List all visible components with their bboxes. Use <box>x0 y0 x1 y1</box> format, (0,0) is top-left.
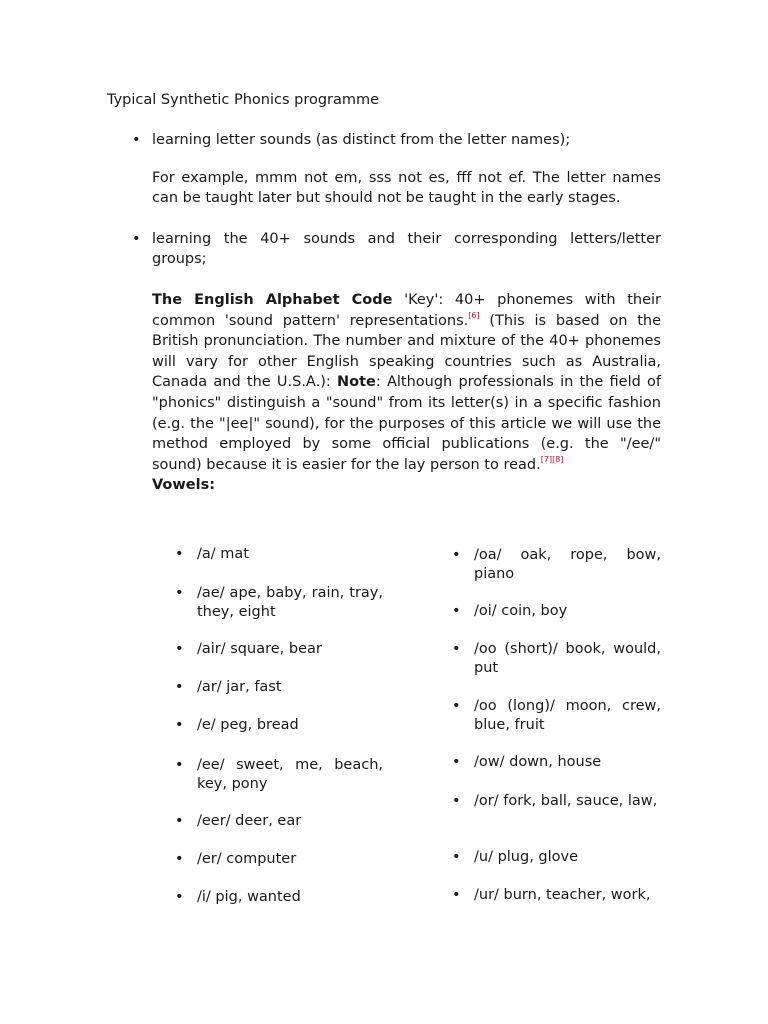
vowels-heading: Vowels: <box>152 477 216 494</box>
bullet-icon: • <box>452 698 461 714</box>
vowel-item <box>175 850 383 869</box>
bullet-icon: • <box>175 679 184 695</box>
list-item <box>132 229 662 496</box>
alphabet-code-heading: The English Alphabet Code <box>152 291 393 308</box>
vowel-item <box>452 697 661 735</box>
bullet-icon: • <box>175 757 184 773</box>
example-paragraph: For example, mmm not em, sss not es, fff not ef. The letter names can be taught later but should not be taught in the early stages. <box>152 169 661 207</box>
bullet-icon: • <box>452 754 461 770</box>
vowel-text: /e/ peg, bread <box>197 717 299 733</box>
vowel-text: /air/ square, bear <box>197 641 322 657</box>
vowel-item <box>175 545 383 564</box>
vowel-item <box>175 584 383 622</box>
vowel-item <box>175 888 383 907</box>
note-label: Note <box>336 374 376 391</box>
vowel-item <box>452 792 661 811</box>
bullet-icon: • <box>175 851 184 867</box>
bullet-icon: • <box>175 717 184 733</box>
bullet-text: learning the 40+ sounds and their corresponding letters/letter groups; <box>152 230 661 268</box>
citation-link[interactable]: [7][8] <box>540 454 564 464</box>
vowel-item <box>452 602 661 621</box>
vowel-item <box>175 716 383 735</box>
vowel-text: /ur/ burn, teacher, work, <box>474 887 651 903</box>
bullet-icon: • <box>452 547 461 563</box>
bullet-icon: • <box>175 641 184 657</box>
vowel-text: /er/ computer <box>197 851 297 867</box>
vowel-text: /or/ fork, ball, sauce, law, <box>474 793 658 809</box>
bullet-icon: • <box>175 546 184 562</box>
vowel-item <box>452 546 661 584</box>
vowel-item <box>175 756 383 794</box>
bullet-icon: • <box>132 132 141 148</box>
vowel-text: /ar/ jar, fast <box>197 679 282 695</box>
paragraph-text: 'Key': 40+ phonemes with their common 'sound pattern' representations. <box>152 291 661 329</box>
note-text: : Although professionals in the field of "phonics" distinguish a "sound" from its letter(s) in a specific fashion (e.g. the "|ee|" sound), for the purposes of this article we will use the method employed by some official publications (e.g. the "/ee/" sound) because it is easier for the lay person to read. <box>152 374 661 473</box>
main-bullet-list <box>132 130 662 495</box>
vowel-item <box>452 640 661 678</box>
document-title: Typical Synthetic Phonics programme <box>107 92 380 108</box>
bullet-icon: • <box>452 793 461 809</box>
vowel-item <box>175 678 383 697</box>
vowel-item <box>175 640 383 659</box>
paragraph-text: (This is based on the British pronunciation. The number and mixture of the 40+ phonemes will vary for other English speaking countries such as Australia, Canada and the U.S.A.): <box>152 312 662 391</box>
vowel-text: /ow/ down, house <box>474 754 602 770</box>
vowel-text: /u/ plug, glove <box>474 849 579 865</box>
bullet-icon: • <box>132 230 141 247</box>
vowel-text: /a/ mat <box>197 546 249 562</box>
bullet-icon: • <box>452 887 461 903</box>
vowel-item <box>452 886 661 905</box>
vowel-text: /oa/ oak, rope, bow, piano <box>474 547 661 582</box>
bullet-icon: • <box>175 889 184 905</box>
bullet-icon: • <box>175 813 184 829</box>
vowel-text: /oo (long)/ moon, crew, blue, fruit <box>474 698 661 733</box>
bullet-icon: • <box>452 641 461 657</box>
citation-link[interactable]: [6] <box>468 310 480 320</box>
bullet-icon: • <box>452 849 461 865</box>
bullet-text: learning letter sounds (as distinct from the letter names); <box>152 132 571 148</box>
vowel-item <box>452 753 661 772</box>
list-item <box>132 130 661 209</box>
vowel-item <box>175 812 383 831</box>
bullet-icon: • <box>452 603 461 619</box>
vowel-text: /ae/ ape, baby, rain, tray, they, eight <box>197 585 383 620</box>
vowel-text: /i/ pig, wanted <box>197 889 301 905</box>
alphabet-code-paragraph <box>152 290 661 475</box>
vowel-text: /eer/ deer, ear <box>197 813 302 829</box>
vowel-text: /oo (short)/ book, would, put <box>474 641 661 676</box>
vowel-item <box>452 848 661 867</box>
vowel-text: /oi/ coin, boy <box>474 603 568 619</box>
bullet-icon: • <box>175 585 184 601</box>
vowel-text: /ee/ sweet, me, beach, key, pony <box>197 757 383 792</box>
